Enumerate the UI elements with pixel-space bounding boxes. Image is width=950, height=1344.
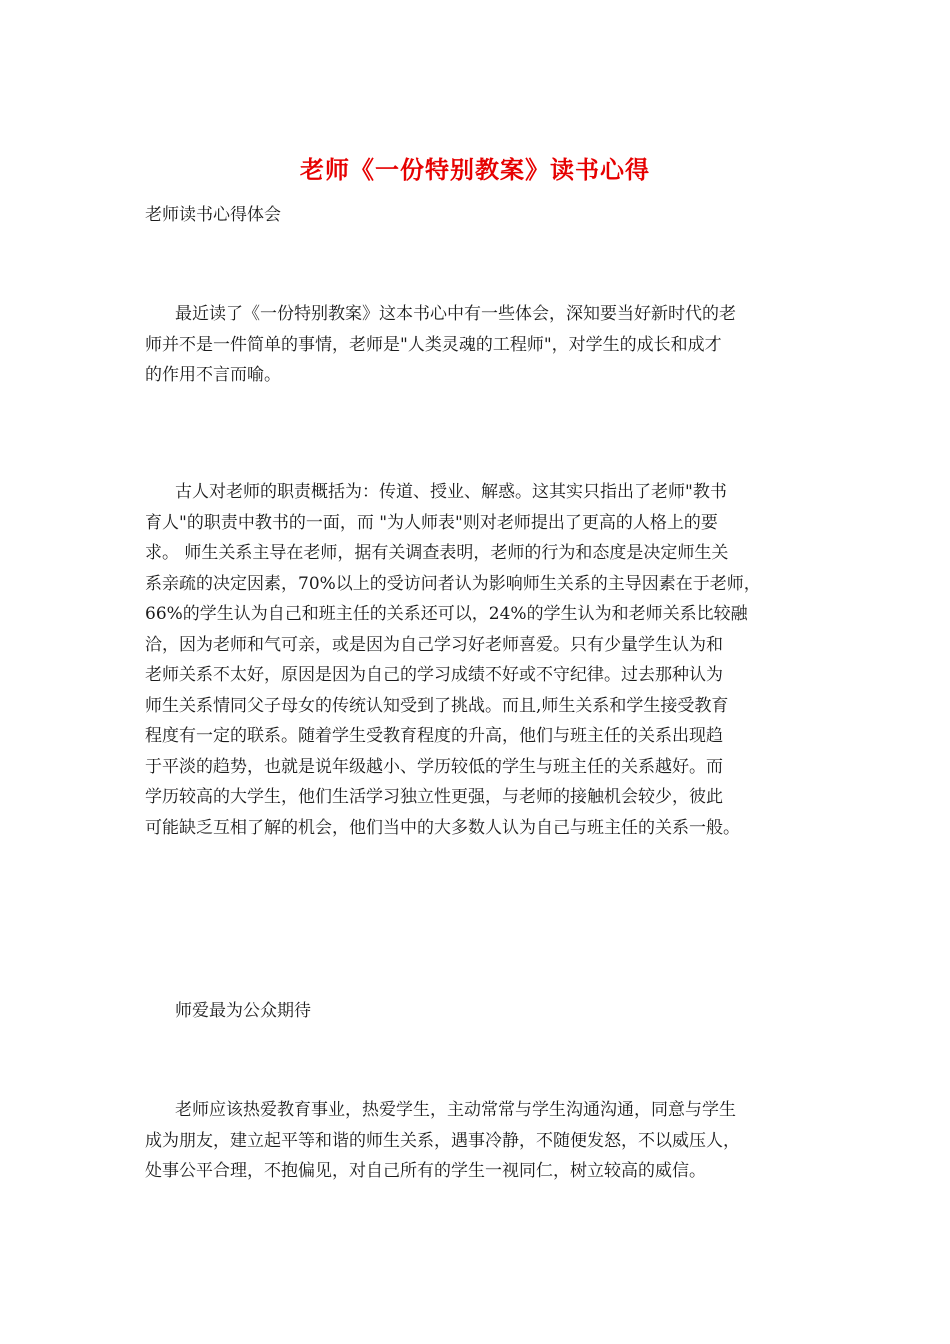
paragraph-line: 的作用不言而喻。 <box>145 365 281 385</box>
document-title: 老师《一份特别教案》读书心得 <box>300 155 650 184</box>
paragraph-intro <box>145 299 810 391</box>
paragraph-line: 古人对老师的职责概括为：传道、授业、解惑。这其实只指出了老师"教书 <box>175 482 727 502</box>
paragraph-line: 最近读了《一份特别教案》这本书心中有一些体会，深知要当好新时代的老 <box>175 304 736 324</box>
paragraph-line: 学历较高的大学生，他们生活学习独立性更强，与老师的接触机会较少，彼此 <box>145 787 723 807</box>
paragraph-line: 求。 师生关系主导在老师，据有关调查表明，老师的行为和态度是决定师生关 <box>145 543 729 563</box>
paragraph-line: 于平淡的趋势，也就是说年级越小、学历较低的学生与班主任的关系越好。而 <box>145 756 723 777</box>
paragraph-line: 师并不是一件简单的事情，老师是"人类灵魂的工程师"，对学生的成长和成才 <box>145 334 722 355</box>
paragraph-teacher-love <box>145 1095 810 1187</box>
paragraph-line: 系亲疏的决定因素，70%以上的受访问者认为影响师生关系的主导因素在于老师， <box>145 573 761 594</box>
paragraph-line: 师生关系情同父子母女的传统认知受到了挑战。而且,师生关系和学生接受教育 <box>145 695 729 716</box>
section-heading: 师爱最为公众期待 <box>175 1001 311 1021</box>
paragraph-line: 程度有一定的联系。随着学生受教育程度的升高，他们与班主任的关系出现趋 <box>145 726 723 746</box>
paragraph-line: 66%的学生认为自己和班主任的关系还可以，24%的学生认为和老师关系比较融 <box>145 604 748 624</box>
paragraph-line: 老师应该热爱教育事业，热爱学生，主动常常与学生沟通沟通，同意与学生 <box>175 1100 736 1120</box>
paragraph-line: 育人"的职责中教书的一面，而 "为人师表"则对老师提出了更高的人格上的要 <box>145 512 718 533</box>
paragraph-teacher-role <box>145 477 810 843</box>
paragraph-line: 可能缺乏互相了解的机会，他们当中的大多数人认为自己与班主任的关系一般。 <box>145 817 740 838</box>
paragraph-line: 老师关系不太好，原因是因为自己的学习成绩不好或不守纪律。过去那种认为 <box>145 665 723 685</box>
paragraph-line: 成为朋友，建立起平等和谐的师生关系，遇事冷静，不随便发怒，不以威压人， <box>145 1130 740 1151</box>
paragraph-line: 洽，因为老师和气可亲，或是因为自己学习好老师喜爱。只有少量学生认为和 <box>145 634 723 655</box>
document-subtitle: 老师读书心得体会 <box>145 205 281 225</box>
paragraph-line: 处事公平合理，不抱偏见，对自己所有的学生一视同仁，树立较高的威信。 <box>145 1161 706 1181</box>
